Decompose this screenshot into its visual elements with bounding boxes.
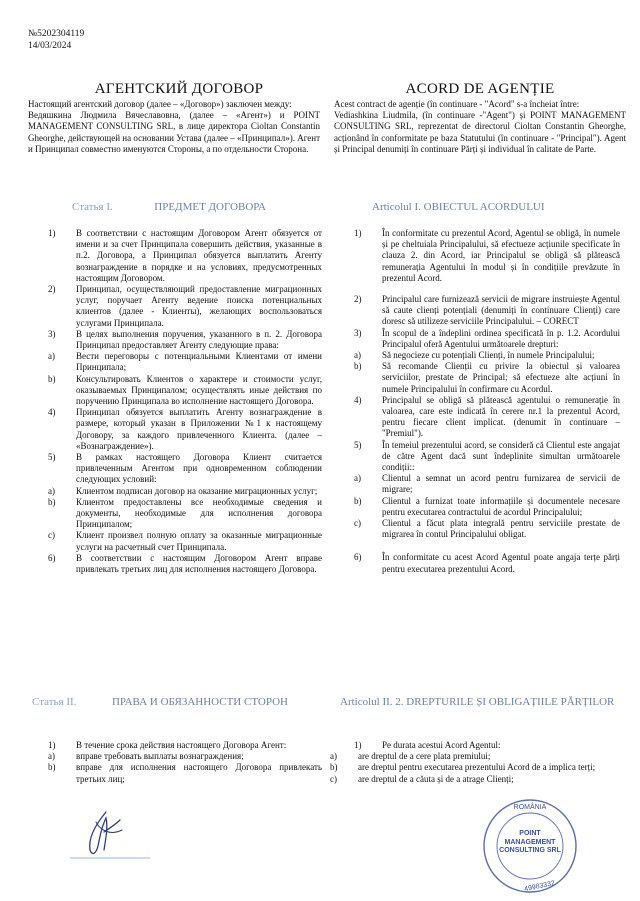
russian-intro <box>28 80 320 155</box>
ru-intro-line: Настоящий агентский договор (далее – «Договор») заключен между: <box>28 99 292 109</box>
ro-sec2-item-1: 1) Pe durata acestui Acord Agentul: <box>354 740 501 750</box>
document-number: №5202304119 <box>28 29 85 39</box>
ro-sec2-item-1a: a) are dreptul de a cere plata premiului; <box>330 751 491 762</box>
ro-intro <box>334 99 626 155</box>
ru-item-5a: a) Клиентом подписан договор на оказание миграционных услуг; <box>48 485 318 496</box>
ro-title: ACORD DE AGENȚIE <box>405 81 555 97</box>
ro-section-2-title: Articolul II. 2. DREPTURILE ȘI OBLIGAȚIILE PĂRȚILOR <box>340 696 615 708</box>
ru-item-5c: c) Клиент произвел полную оплату за оказанные миграционные услуги на расчетный счет Принципала. <box>48 530 322 552</box>
ru-item-3b: b) Консультировать Клиентов о характере и стоимости услуг, оказываемых Принципалом; осуществлять иные действия по поручению Принципала во исполнение настоящего Договора. <box>48 373 322 407</box>
signature <box>66 806 162 864</box>
document-header <box>28 28 84 52</box>
document-date: 14/03/2024 <box>28 41 72 51</box>
ro-item-1: 1) În conformitate cu prezentul Acord, Agentul se obligă, în numele și pe cheltuiala Principalului, să efectueze acțiunile specificate în clauza 2. din Acord, iar Principalul se obligă să plătească remunerația Agentului în modul și în condițiile prevăzute în prezentul Acord. <box>354 228 620 283</box>
ru-sec2-item-1: 1) В течение срока действия настоящего Договора Агент: <box>48 740 287 750</box>
ro-section-1-items <box>354 228 620 575</box>
ru-section-1-items <box>48 228 322 575</box>
ru-sec2-item-1a: a) вправе требовать выплаты вознаграждения; <box>48 751 244 762</box>
ru-item-4: 4) Принципал обязуется выплатить Агенту вознаграждение в размере, который указан в Приложении №1 к настоящему Договору, за каждого привлеченного Клиента. (далее – «Вознаграждение»). <box>48 407 322 451</box>
ro-item-3b: b) Să recomande Clienții cu privire la obiectul și valoarea serviciilor, prestate de Principal; să efectueze alte acțiuni în numele Principalului în confirmare cu Acordul. <box>354 361 620 394</box>
stamp-company-name: POINT MANAGEMENT CONSULTING SRL <box>499 830 561 854</box>
ru-section-1-heading <box>72 201 266 214</box>
ro-intro-line: Acest contract de agenție (în continuare - "Acord" s-a încheiat între: <box>334 99 580 109</box>
ru-item-6: 6) В соответствии с настоящим Договором Агент вправе привлекать третьих лиц для исполнения настоящего Договора. <box>48 552 322 575</box>
ru-item-2: 2) Принципал, осуществляющий предоставление миграционных услуг, поручает Агенту ведение поиска потенциальных клиентов (далее - Клиенты), желающих воспользоваться услугами Принципала. <box>48 284 322 328</box>
ru-item-5b: b) Клиентом предоставлены все необходимые сведения и документы, необходимые для исполнения договора Принципалом; <box>48 496 322 530</box>
ru-intro <box>28 99 320 155</box>
ru-section-2-number: Статья II. <box>32 696 77 708</box>
ru-item-1: 1) В соответствии с настоящим Договором Агент обязуется от имени и за счет Принципала совершить действия, указанные в п.2. Договора, а Принципал обязуется выплатить Агенту вознаграждение в порядке и на условиях, предусмотренных настоящим Договором. <box>48 228 322 283</box>
ro-item-2: 2) Principalul care furnizează servicii de migrare instruiește Agentul să caute clienți potențiali (denumiți în continuare Clienți) care doresc să utilizeze serviciile Principalului. – CORECT <box>354 294 620 327</box>
ro-item-3a: a) Să negocieze cu potențiali Clienți, în numele Principalului; <box>354 350 595 361</box>
ro-section-1-title: Articolul I. OBIECTUL ACORDULUI <box>372 201 545 213</box>
ru-section-1-title: ПРЕДМЕТ ДОГОВОРА <box>154 201 266 213</box>
ru-item-3: 3) В целях выполнения поручения, указанного в п. 2. Договора Принципал предоставляет Агенту следующие права: <box>48 328 322 351</box>
ru-section-2-items <box>48 740 322 785</box>
ru-sec2-item-1b: b) вправе для исполнения настоящего Договора привлекать третьих лиц; <box>48 762 322 784</box>
ro-sec2-item-1c: c) are dreptul de a căuta și de a atrage Clienți; <box>330 773 514 784</box>
ro-item-3: 3) În scopul de a îndeplini ordinea specificată în p. 1.2. Acordului Principalul oferă Agentului următoarele drepturi: <box>354 327 620 349</box>
stamp-number: 49983332 <box>523 879 556 894</box>
ru-section-1-number: Статья I. <box>72 201 113 213</box>
stamp-country: ROMÂNIA <box>513 804 547 811</box>
ru-item-5: 5) В рамках настоящего Договора Клиент считается привлеченным Агентом при одновременном соблюдении следующих условий: <box>48 452 322 485</box>
ru-parties: Ведяшкина Людмила Вячеславовна, (далее – «Агент») и POINT MANAGEMENT CONSULTING SRL, в лице директора Cioltan Constantin Gheorghe, действующей на основании Устава (далее – «Принципал»). Агент и Принципал совместно именуются Стороны, а по отдельности Сторона. <box>28 110 321 154</box>
ro-section-2-heading <box>340 696 620 709</box>
ru-item-3a: a) Вести переговоры с потенциальными Клиентами от имени Принципала; <box>48 351 322 373</box>
ro-item-5b: b) Clientul a furnizat toate informațiile și documentele necesare pentru executarea contractului de acordul Principalului; <box>354 495 620 517</box>
ro-item-5a: a) Clientul a semnat un acord pentru furnizarea de servicii de migrare; <box>354 473 620 495</box>
ro-section-1-heading <box>372 201 545 214</box>
ru-section-2-heading <box>32 696 288 709</box>
ru-title: АГЕНТСКИЙ ДОГОВОР <box>94 81 264 97</box>
ro-section-2-items <box>330 740 620 785</box>
ro-parties: Vediashkina Liudmila, (în continuare -"Agent") și POINT MANAGEMENT CONSULTING SRL, reprezentat de directorul Cioltan Constantin Gheorghe, acționând în conformitate pe baza Statutului (în continuare - "Principal"). Agent și Principal denumiți în continuare Părți și individual în calitate de Parte. <box>334 110 626 154</box>
ro-item-5c: c) Clientul a făcut plata integrală pentru serviciile prestate de migrarea în contul Principalului obligat. <box>354 518 620 540</box>
ro-item-5: 5) În temeiul prezentului acord, se consideră că Clientul este angajat de către Agent dacă sunt îndeplinite simultan următoarele condiții:: <box>354 439 620 473</box>
ro-item-6: 6) În conformitate cu acest Acord Agentul poate angaja terțe părți pentru executarea prezentului Acord. <box>354 552 620 574</box>
ru-section-2-title: ПРАВА И ОБЯЗАННОСТИ СТОРОН <box>111 696 288 708</box>
company-stamp <box>478 796 582 896</box>
ro-sec2-item-1b: b) are dreptul pentru executarea prezentului Acord de a implica terți; <box>330 762 596 773</box>
ro-item-4: 4) Principalul se obligă să plătească agentului o remunerație în valoarea, care este indicată în cerere nr.1 la prezentul Acord, pentru fiecare client implicat. (denumit în continuare – "Premiul"). <box>354 394 620 439</box>
romanian-intro <box>334 80 626 155</box>
